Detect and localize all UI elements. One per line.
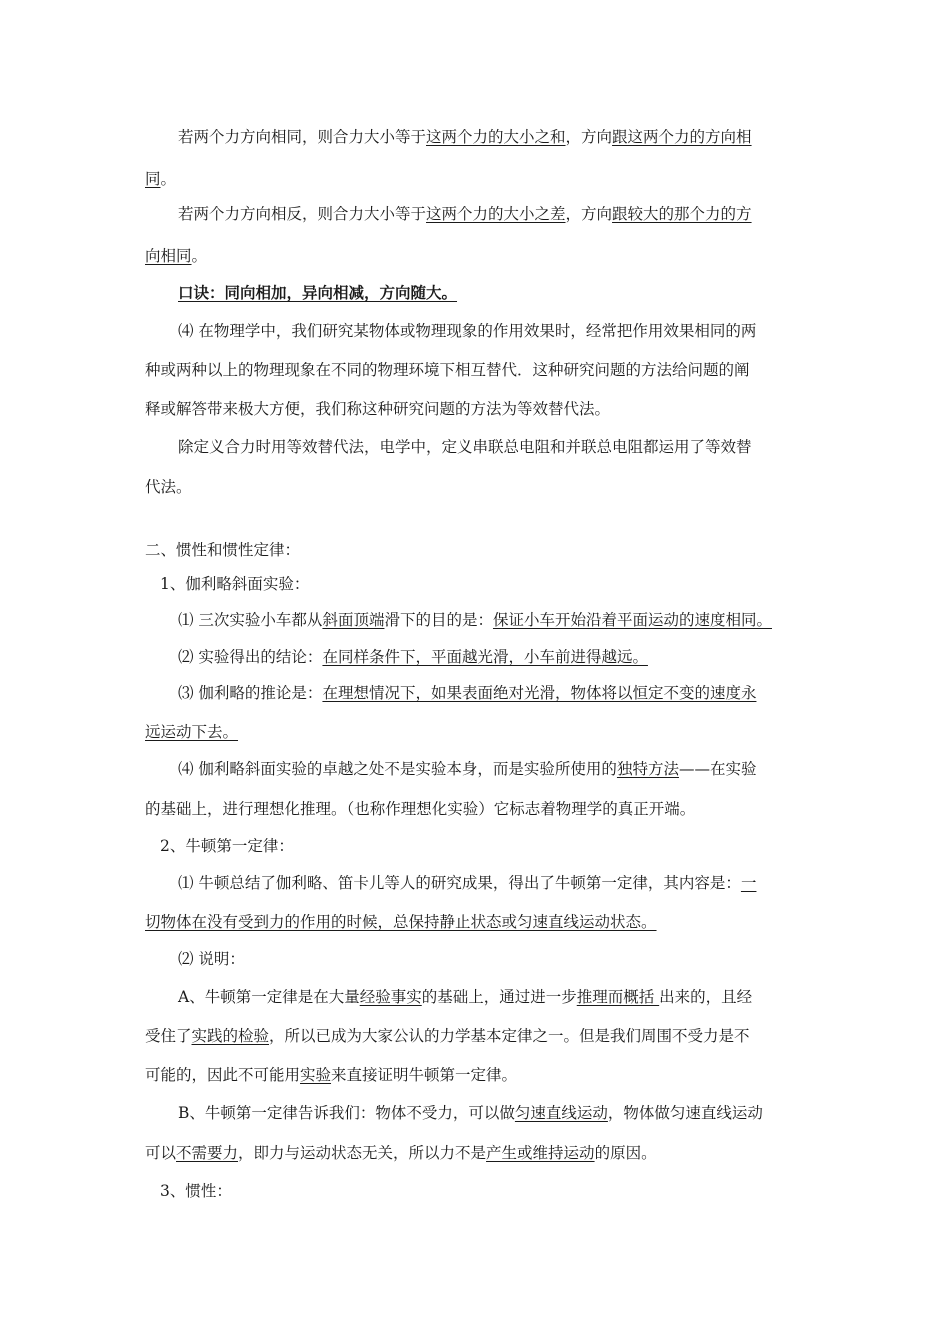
subsection-heading: 2、牛顿第一定律： — [160, 837, 294, 855]
resultant-opposite-direction-line1 — [178, 204, 752, 224]
galileo-item-3-line1 — [178, 683, 756, 703]
paragraph-line: 代法。 — [145, 478, 192, 496]
text: 的原因。 — [594, 1144, 657, 1162]
galileo-item-2 — [178, 647, 648, 667]
text: 若两个力方向相同，则合力大小等于 — [178, 128, 427, 146]
text: 受住了 — [145, 1027, 192, 1045]
newton-point-a-line2 — [145, 1026, 750, 1046]
text: 滑下的目的是： — [384, 611, 493, 629]
text: 可能的，因此不可能用 — [145, 1066, 301, 1084]
underlined-answer: 在理想情况下，如果表面绝对光滑，物体将以恒定不变的速度永 — [322, 684, 757, 702]
resultant-opposite-direction-line2 — [145, 246, 207, 266]
text: ，即力与运动状态无关，所以力不是 — [238, 1144, 487, 1162]
text: ——在实验 — [678, 760, 757, 778]
text: ⑷ 伽利略斜面实验的卓越之处不是实验本身，而是实验所使用的 — [178, 760, 617, 778]
text: ⑴ 牛顿总结了伽利略、笛卡儿等人的研究成果，得出了牛顿第一定律，其内容是： — [178, 874, 741, 892]
text: 。 — [160, 170, 177, 188]
newton-item-2: ⑵ 说明： — [178, 950, 245, 968]
underlined-answer: 经验事实 — [359, 988, 422, 1006]
paragraph-line: 除定义合力时用等效替代法，电学中，定义串联总电阻和并联总电阻都运用了等效替 — [178, 438, 752, 456]
underlined-answer: 同 — [145, 170, 161, 188]
text: ，所以已成为大家公认的力学基本定律之一。但是我们周围不受力是不 — [269, 1027, 750, 1045]
galileo-item-4-line1 — [178, 759, 756, 779]
underlined-answer: 产生或维持运动 — [486, 1144, 595, 1162]
underlined-answer: 推理而概括 — [576, 988, 660, 1006]
underlined-answer: 斜面顶端 — [322, 611, 385, 629]
text: 。 — [191, 247, 208, 265]
mnemonic: 口诀：同向相加，异向相减，方向随大。 — [178, 283, 458, 302]
newton-point-b-line1 — [178, 1103, 763, 1123]
text: ⑵ 实验得出的结论： — [178, 648, 323, 666]
text: A、牛顿第一定律是在大量 — [178, 988, 360, 1006]
text: 出来的，且经 — [659, 988, 753, 1006]
underlined-answer: 不需要力 — [176, 1144, 239, 1162]
underlined-answer: 向相同 — [145, 247, 192, 265]
newton-point-a-line1 — [178, 987, 752, 1007]
underlined-answer: 一 — [740, 874, 757, 892]
underlined-answer: 在同样条件下，平面越光滑，小车前进得越远。 — [322, 648, 648, 666]
underlined-answer: 这两个力的大小之和 — [426, 128, 566, 146]
underlined-answer: 实践的检验 — [191, 1027, 270, 1045]
text: 来直接证明牛顿第一定律。 — [331, 1066, 518, 1084]
text: ，方向 — [565, 128, 613, 146]
paragraph-line: 种或两种以上的物理现象在不同的物理环境下相互替代．这种研究问题的方法给问题的阐 — [145, 361, 750, 379]
text: 若两个力方向相反，则合力大小等于 — [178, 205, 427, 223]
paragraph-line: ⑷ 在物理学中，我们研究某物体或物理现象的作用效果时，经常把作用效果相同的两 — [178, 322, 757, 340]
underlined-answer: 保证小车开始沿着平面运动的速度相同。 — [492, 611, 772, 629]
text: ，方向 — [565, 205, 613, 223]
galileo-item-1 — [178, 610, 772, 630]
underlined-answer: 独特方法 — [616, 760, 679, 778]
underlined-answer: 切物体在没有受到力的作用的时候，总保持静止状态或匀速直线运动状态。 — [145, 913, 657, 931]
newton-point-a-line3 — [145, 1065, 517, 1085]
section-heading: 二、惯性和惯性定律： — [145, 541, 301, 559]
underlined-answer: 跟较大的那个力的方 — [612, 205, 752, 223]
galileo-item-3-line2 — [145, 722, 238, 742]
underlined-answer: 实验 — [300, 1066, 332, 1084]
subsection-heading: 3、惯性： — [160, 1182, 232, 1200]
text: 的基础上，通过进一步 — [421, 988, 577, 1006]
newton-point-b-line2 — [145, 1143, 657, 1163]
text: 可以 — [145, 1144, 177, 1162]
text: ，物体做匀速直线运动 — [607, 1104, 763, 1122]
text: B、牛顿第一定律告诉我们：物体不受力，可以做 — [178, 1104, 515, 1122]
newton-item-1-line1 — [178, 873, 756, 893]
paragraph-line: 释或解答带来极大方便，我们称这种研究问题的方法为等效替代法。 — [145, 400, 611, 418]
underlined-answer: 远运动下去。 — [145, 723, 239, 741]
underlined-answer: 匀速直线运动 — [514, 1104, 608, 1122]
resultant-same-direction-line2 — [145, 169, 176, 189]
text: ⑴ 三次实验小车都从 — [178, 611, 323, 629]
galileo-item-4-line2: 的基础上，进行理想化推理。（也称作理想化实验）它标志着物理学的真正开端。 — [145, 800, 696, 818]
newton-item-1-line2 — [145, 912, 657, 932]
resultant-same-direction-line1 — [178, 127, 752, 147]
underlined-answer: 这两个力的大小之差 — [426, 205, 566, 223]
text: ⑶ 伽利略的推论是： — [178, 684, 323, 702]
subsection-heading: 1、伽利略斜面实验： — [160, 575, 310, 593]
underlined-answer: 跟这两个力的方向相 — [612, 128, 752, 146]
